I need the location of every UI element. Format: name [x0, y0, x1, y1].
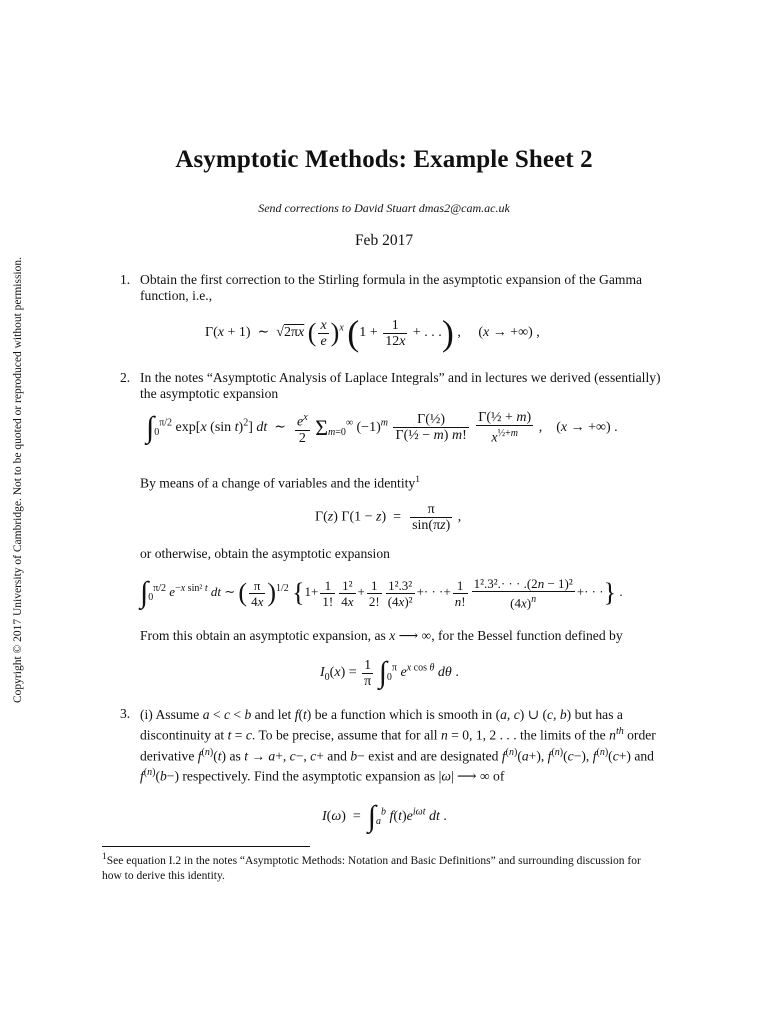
copyright-text: Copyright © 2017 University of Cambridge. Not to be quoted or reproduced without permission. — [12, 257, 24, 703]
p3-a: (i) Assume — [140, 707, 200, 722]
p3-k: and — [634, 748, 654, 764]
identity-intro: By means of a change of variables and the identity — [140, 475, 416, 491]
problem-1-text: Obtain the first correction to the Stirling formula in the asymptotic expansion of the Gamma function, i.e., — [140, 272, 643, 303]
p3-m: of — [493, 768, 505, 784]
footnote-rule — [102, 846, 310, 847]
footnote-ref: 1 — [415, 475, 420, 485]
bessel-text-2: , for the Bessel function defined by — [431, 628, 623, 643]
gaussian-sine-expansion: $\int_0^{\pi/2}$ $e^{-x sin^2 t}$ dt ∼ ( $\frac{\pi}{4x}$ )$^{1/2}$ {1+ $\frac{1}{1!}$ $\frac{\text{1²}}{4x}$ + $\frac{1}{2!}$ $\frac{\text{1².3²}}{\text{(4x)²}}$ +· · ·+ $\frac{1}{n!}$ $\frac{\text{1².3².· · · .(2n − 1)²}}{(4x)^n}$ +· · ·} . — [140, 576, 623, 611]
p3-d: but has a discontinuity at — [140, 707, 623, 743]
p3-i: and — [327, 748, 347, 764]
p3-j: exist and are designated — [368, 748, 499, 764]
corrections-line: Send corrections to David Stuart dmas2@cam.ac.uk — [258, 201, 510, 215]
footnote — [102, 850, 662, 884]
p3-b: and let — [254, 707, 292, 722]
stirling-equation: Γ(x + 1) ∼ √2πx ( $\frac{x}{e}$ )$^x$ (1 + $\frac{1}{12x}$ + . . .) , (x → +∞) , — [205, 313, 540, 353]
footnote-text: See equation I.2 in the notes “Asymptotic Methods: Notation and Basic Definitions” and surrounding discussion for how to derive this identity. — [102, 854, 641, 882]
laplace-expansion-equation: $\int_0^{\pi/2}$ exp[x (sin t)$^2$] dt ∼ $\frac{e^x}{2}$ $\Sigma_{m=0}^\infty$ $(-1)^m$ $\frac{\text{Γ(½)}}{\text{Γ(½ − m) m!}}$ $\frac{\text{Γ(½ + m)}}{x^{\frac{1}{2}+m}}$ , (x → +∞) . — [146, 410, 618, 446]
fourier-integral: $I(\omega) = \int_a^b$ $f(t)e^{i\omega t}$ dt . — [322, 800, 447, 833]
p3-f: the limits of the — [520, 727, 606, 743]
problem-2-text: In the notes “Asymptotic Analysis of Laplace Integrals” and in lectures we derived (essentially) the asymptotic expansion — [140, 370, 661, 401]
p3-c: be a function which is smooth in — [314, 707, 493, 722]
p3-g: order derivative — [140, 727, 656, 764]
bessel-text: From this obtain an asymptotic expansion, as x ⟶ ∞, for the Bessel function defined by — [140, 628, 623, 643]
footnote-marker: 1 — [102, 852, 107, 862]
problem-3-number: 3. — [120, 706, 131, 721]
identity-intro-text — [140, 472, 665, 492]
date: Feb 2017 — [354, 232, 414, 249]
p3-e: . To be precise, assume that for all — [251, 727, 438, 743]
p3-h: as — [229, 748, 241, 764]
bessel-text-1: From this obtain an asymptotic expansion, as — [140, 628, 386, 643]
p3-l: respectively. Find the asymptotic expansion as — [182, 768, 436, 784]
otherwise-text: or otherwise, obtain the asymptotic expansion — [140, 546, 390, 561]
problem-3-text: (i) Assume a < c < b and let f(t) be a function which is smooth in (a, c) ∪ (c, b) but has a discontinuity at t = c. To be precise, assume that for all n = 0, 1, 2 . . . the limits of the $n^{th}$ order derivative $f^{(n)}(t)$ as t → a+, c−, c+ and b− exist and are designated $f^{(n)}(a+)$, $f^{(n)}(c-)$, $f^{(n)}(c+)$ and $f^{(n)}(b-)$ respectively. Find the asymptotic expansion as |ω| ⟶ ∞ of — [140, 707, 656, 784]
problem-2-number: 2. — [120, 370, 131, 385]
bessel-definition: $I_0(x)$ = $\frac{1}{\pi}$ $\int_0^\pi$ $e^{x cos \theta}$ dθ . — [320, 656, 459, 689]
problem-1-number: 1. — [120, 272, 131, 287]
gamma-reflection-identity: Γ(z) Γ(1 − z) = $\frac{\pi}{\sin(\pi z)}$ , — [315, 502, 462, 533]
page-title: Asymptotic Methods: Example Sheet 2 — [175, 146, 593, 173]
